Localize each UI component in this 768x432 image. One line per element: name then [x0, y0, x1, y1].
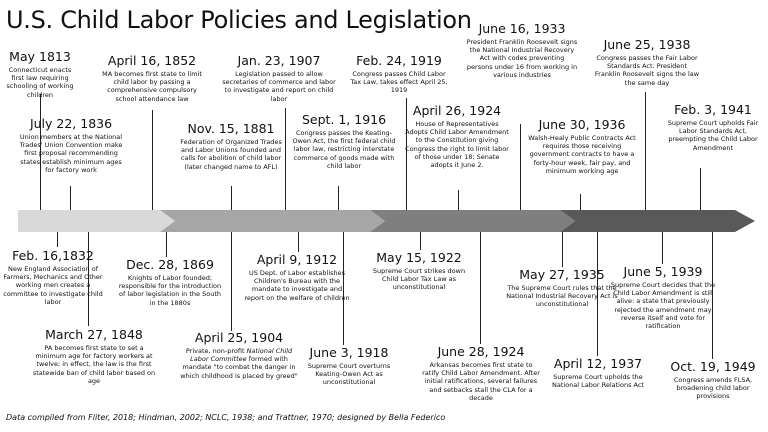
timeline-event: [28, 328, 160, 385]
event-date: June 28, 1924: [437, 344, 525, 359]
event-description: Congress passes Child Labor Tax Law, takes effect April 25, 1919: [350, 70, 448, 95]
event-description: Congress passes the Fair Labor Standards Act. President Franklin Roosevelt signs the law the same day: [594, 54, 700, 87]
connector-line: [231, 232, 232, 331]
connector-line: [480, 232, 481, 344]
event-date: June 30, 1936: [538, 117, 626, 132]
event-date: Oct. 19, 1949: [670, 359, 756, 374]
event-description: Supreme Court strikes down Child Labor Tax Law as unconstitutional: [372, 267, 466, 292]
source-caption: Data compiled from Fliter, 2018; Hindman, 2002; NCLC, 1938; and Trattner, 1970; designed by Bella Federico: [6, 413, 446, 422]
timeline-event: [664, 103, 762, 152]
event-date: March 27, 1848: [45, 327, 143, 342]
connector-line: [420, 232, 421, 250]
timeline-event: [420, 345, 542, 402]
event-date: April 12, 1937: [553, 356, 643, 371]
event-description: Supreme Court upholds Fair Labor Standards Act, preempting the Child Labor Amendment: [667, 119, 759, 152]
event-description: PA becomes first state to set a minimum age for factory workers at twelve; in effect, the law is the first statewide ban of child labor based on age: [32, 344, 156, 385]
timeline-event: [218, 54, 340, 103]
event-description: The Supreme Court rules that the National Industrial Recovery Act is unconstitutional: [506, 284, 618, 309]
event-date: April 16, 1852: [107, 53, 197, 68]
event-date: April 9, 1912: [256, 252, 338, 267]
timeline-segment-2: [160, 210, 385, 232]
connector-line: [458, 190, 459, 210]
page-title: U.S. Child Labor Policies and Legislation: [6, 6, 472, 34]
event-date: June 25, 1938: [603, 37, 691, 52]
timeline-event: [242, 253, 352, 302]
event-description: Federation of Organized Trades and Labor Unions founded and calls for abolition of child labor (later changed name to AFL): [180, 138, 282, 171]
event-date: Feb. 3, 1941: [674, 102, 752, 117]
event-description: Congress amends FLSA, broadening child labor provisions: [673, 376, 753, 401]
event-date: Feb. 16,1832: [12, 248, 94, 263]
event-date: June 16, 1933: [478, 21, 566, 36]
timeline-event: [288, 113, 400, 170]
event-date: April 25, 1904: [194, 330, 284, 345]
event-description: President Franklin Roosevelt signs the National Industrial Recovery Act with codes preventing persons under 16 from working in various industries: [466, 38, 578, 79]
timeline-event: [466, 22, 578, 79]
timeline-event: [546, 357, 650, 389]
timeline-event: [594, 38, 700, 87]
event-description: Knights of Labor founded; responsible for the introduction of labor legislation in the South in the 1880s: [118, 274, 222, 307]
event-date: Nov. 15, 1881: [187, 121, 275, 136]
connector-line: [662, 232, 663, 264]
event-description: Connecticut enacts first law requiring schooling of working children: [6, 66, 74, 99]
connector-line: [338, 186, 339, 210]
timeline-event: [296, 346, 402, 387]
connector-line: [700, 168, 701, 210]
timeline-event: [2, 249, 104, 306]
event-description-text: formed with mandate "to combat the danger in which childhood is placed by greed": [180, 355, 298, 380]
event-description: House of Representatives Adopts Child Labor Amendment to the Constitution giving Congress the right to limit labor of those under 18; Senate adopts it June 2.: [405, 120, 509, 170]
connector-line: [645, 92, 646, 210]
event-date: Feb. 24, 1919: [356, 53, 442, 68]
connector-line: [152, 110, 153, 210]
event-description: US Dept. of Labor establishes Children's Bureau with the mandate to investigate and report on the welfare of children: [244, 269, 350, 302]
event-date: May 15, 1922: [376, 250, 462, 265]
event-date: July 22, 1836: [29, 116, 113, 131]
event-description: Walsh-Healy Public Contracts Act requires those receiving government contracts to have a forty-hour week, fair pay, and minimum working age: [528, 134, 636, 175]
event-description: Arkansas becomes first state to ratify Child Labor Amendment. After initial ratifications, several failures and setbacks stall the CLA for a decade: [422, 361, 540, 402]
connector-line: [70, 186, 71, 210]
event-date: June 5, 1939: [623, 264, 703, 279]
connector-line: [57, 232, 58, 247]
event-description: New England Association of Farmers, Mechanics and Other working men creates a committee to investigate child labor: [3, 265, 103, 306]
organization-name: National Child Labor Committee: [190, 347, 293, 364]
timeline-segment-4: [560, 210, 755, 232]
event-description: Congress passes the Keating-Owen Act, the first federal child labor law, restricting interstate commerce of goods made with child labor: [292, 129, 396, 170]
event-description: MA becomes first state to limit child labor by passing a comprehensive compulsory school attendance law: [102, 70, 202, 103]
connector-line: [580, 194, 581, 210]
timeline-event: [366, 251, 472, 292]
event-date: Sept. 1, 1916: [301, 112, 387, 127]
event-description: Legislation passed to allow secretaries of commerce and labor to investigate and report on child labor: [222, 70, 336, 103]
timeline-event: [2, 50, 78, 99]
event-description: Supreme Court decides that the Child Labor Amendment is still alive: a state that previously rejected the amendment may reverse itself and vote for ratification: [610, 281, 716, 331]
event-description: Union members at the National Trades' Union Convention make first proposal recommending states establish minimum ages for factory work: [19, 133, 123, 174]
connector-line: [520, 124, 521, 210]
event-date: May 27, 1935: [519, 267, 605, 282]
connector-line: [166, 232, 167, 257]
connector-line: [562, 232, 563, 267]
timeline-event: [404, 104, 510, 169]
timeline-event: [504, 268, 620, 309]
event-description: Supreme Court upholds the National Labor Relations Act: [552, 373, 644, 390]
timeline-event: [116, 258, 224, 307]
timeline-event: [18, 117, 124, 174]
event-description: [178, 347, 300, 380]
timeline-event: [608, 265, 718, 330]
timeline-segment-3: [370, 210, 575, 232]
event-date: May 1813: [9, 49, 71, 64]
timeline-segment-1: [18, 210, 175, 232]
timeline-event: [526, 118, 638, 175]
event-description-text: Private, non-profit: [185, 347, 247, 355]
timeline-event: [178, 331, 300, 380]
timeline-event: [347, 54, 451, 95]
event-date: Dec. 28, 1869: [126, 257, 214, 272]
timeline-event: [662, 360, 764, 401]
connector-line: [298, 232, 299, 252]
connector-line: [231, 186, 232, 210]
event-description: Supreme Court overturns Keating-Owen Act as unconstitutional: [307, 362, 391, 387]
timeline-event: [176, 122, 286, 171]
timeline-event: [97, 54, 207, 103]
event-date: June 3, 1918: [309, 345, 389, 360]
event-date: April 26, 1924: [412, 103, 502, 118]
event-date: Jan. 23, 1907: [237, 53, 321, 68]
